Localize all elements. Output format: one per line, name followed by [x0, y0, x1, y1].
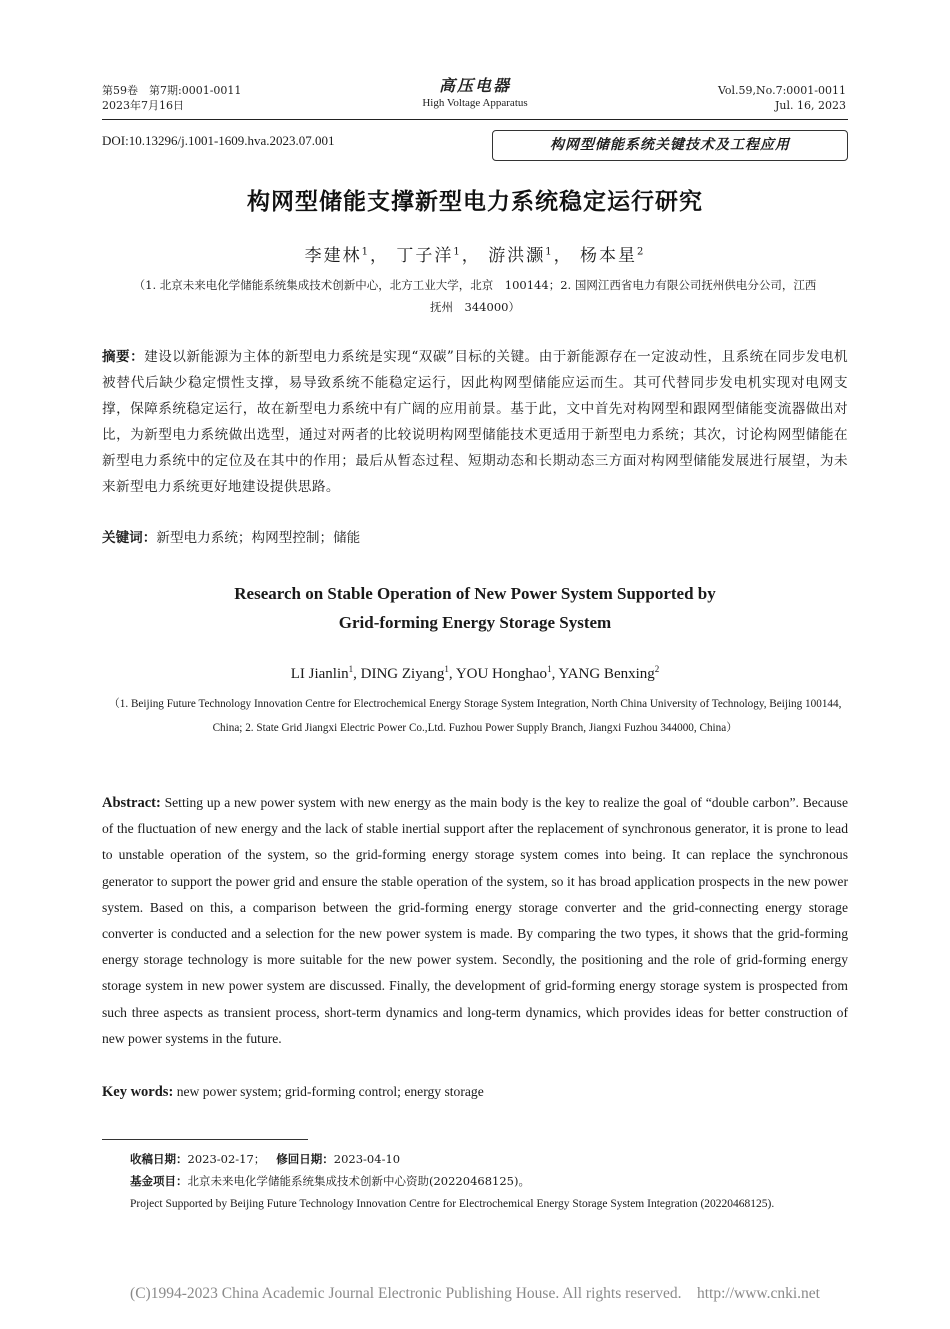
abstract-en	[102, 790, 848, 1052]
author-sup: 1	[547, 664, 552, 674]
title-en-line1: Research on Stable Operation of New Power System Supported by	[234, 584, 716, 603]
author-separator: ，	[461, 246, 481, 266]
issue-date-en: Jul. 16, 2023	[775, 99, 846, 112]
received-label: 收稿日期：	[130, 1152, 188, 1166]
author-sup: 1	[453, 246, 462, 258]
author-separator: ,	[551, 666, 559, 682]
footnote-fund-cn	[130, 1172, 848, 1190]
affiliation-en: （1. Beijing Future Technology Innovation Centre for Electrochemical Energy Storage System Integration, North China University of Technology, Beijing 100144, China; 2. State Grid Jiangxi Electric Power Co.,Ltd. Fuzhou Power Supply Branch, Jiangxi Fuzhou 344000, China）	[108, 698, 842, 734]
journal-logo: 高压电器	[438, 76, 511, 95]
author-sup: 2	[654, 664, 660, 674]
title-en	[0, 579, 950, 637]
abstract-en-text: Setting up a new power system with new energy as the main body is the key to realize the goal of “double carbon”. Because of the fluctuation of new energy and the lack of stable inertial support after the replacement of synchronous generator, it is prone to lead to unstable operation of the system, so the grid-forming energy storage system comes into being. It can replace the synchronous generator to support the power grid and ensure the stable operation of the system, so it has broad application prospects in the new power system. Based on this, a comparison between the grid-forming energy storage converter and the grid-connecting energy storage converter is conducted and a selection for the new power system is made. By comparing the two types, it shows that the grid-forming energy storage technology is more suitable for the new power system. Secondly, the positioning and the role of grid-forming energy storage system in new power system are discussed. Finally, the development of grid-forming energy storage system is prospected from such three aspects as transient process, short-term dynamics and long-term dynamics, which provides ideas for better construction of new power systems in the future.	[102, 795, 848, 1046]
title-cn: 构网型储能支撑新型电力系统稳定运行研究	[247, 189, 703, 215]
author-sup: 2	[636, 246, 646, 258]
authors-en	[0, 664, 950, 683]
received-date: 2023-02-17；	[187, 1152, 266, 1166]
author-name-en: DING Ziyang	[360, 666, 445, 682]
author-name: 杨本星	[579, 246, 637, 266]
header-right	[718, 83, 846, 113]
revised-date: 2023-04-10	[333, 1152, 401, 1166]
column-banner: 构网型储能系统关键技术及工程应用	[492, 130, 848, 161]
keywords-cn-label: 关键词：	[102, 530, 157, 546]
keywords-en-text: new power system; grid-forming control; energy storage	[176, 1084, 484, 1099]
doi: DOI:10.13296/j.1001-1609.hva.2023.07.001	[102, 133, 335, 148]
header-rule	[102, 119, 848, 120]
fund-label: 基金项目：	[130, 1174, 188, 1188]
author-separator: ,	[353, 666, 361, 682]
author-sup: 1	[545, 246, 554, 258]
footnote-rule	[102, 1139, 308, 1140]
keywords-cn-text: 新型电力系统；构网型控制；储能	[156, 530, 361, 546]
authors-cn	[0, 241, 950, 266]
footnote-dates	[130, 1150, 848, 1168]
abstract-cn-text: 建设以新能源为主体的新型电力系统是实现“双碳”目标的关键。由于新能源存在一定波动性，且系统在同步发电机被替代后缺少稳定惯性支撑，易导致系统不能稳定运行，因此构网型储能应运而生。其可代替同步发电机实现对电网支撑，保障系统稳定运行，故在新型电力系统中有广阔的应用前景。基于此，文中首先对构网型和跟网型储能变流器做出对比，为新型电力系统做出选型，通过对两者的比较说明构网型储能技术更适用于新型电力系统；其次，讨论构网型储能在新型电力系统中的定位及在其中的作用；最后从暂态过程、短期动态和长期动态三方面对构网型储能发展进行展望，为未来新型电力系统更好地建设提供思路。	[102, 349, 848, 495]
author-name: 游洪灏	[488, 246, 546, 266]
volume-issue: 第59卷 第7期:0001-0011	[102, 84, 242, 97]
copyright-watermark: (C)1994-2023 China Academic Journal Electronic Publishing House. All rights reserved. http://www.cnki.net	[130, 1285, 820, 1302]
author-sup: 1	[444, 664, 449, 674]
keywords-en	[102, 1081, 848, 1103]
author-name: 李建林	[304, 246, 362, 266]
author-separator: ,	[448, 666, 456, 682]
author-separator: ，	[553, 246, 573, 266]
keywords-en-label: Key words:	[102, 1084, 174, 1100]
title-en-line2: Grid-forming Energy Storage System	[338, 613, 612, 632]
journal-name-en: High Voltage Apparatus	[422, 97, 528, 109]
author-name-en: YOU Honghao	[455, 666, 548, 682]
keywords-cn	[102, 527, 848, 549]
author-sup: 1	[361, 246, 371, 258]
revised-label: 修回日期：	[276, 1152, 334, 1166]
author-name: 丁子洋	[396, 246, 454, 266]
abstract-cn-label: 摘要：	[102, 349, 145, 365]
fund-text-cn: 北京未来电化学储能系统集成技术创新中心资助(20220468125)。	[187, 1174, 530, 1188]
author-name-en: LI Jianlin	[290, 666, 349, 682]
abstract-en-label: Abstract:	[102, 795, 161, 811]
author-sup: 1	[348, 664, 354, 674]
author-name-en: YANG Benxing	[558, 666, 655, 682]
issue-date-cn: 2023年7月16日	[102, 99, 184, 112]
author-separator: ，	[370, 246, 390, 266]
volume-issue-en: Vol.59,No.7:0001-0011	[717, 84, 846, 97]
affiliation-cn: （1. 北京未来电化学储能系统集成技术创新中心，北方工业大学，北京 100144；2. 国网江西省电力有限公司抚州供电分公司，江西 抚州 344000）	[133, 278, 817, 314]
abstract-cn	[102, 344, 848, 500]
footnote-fund-en: Project Supported by Beijing Future Technology Innovation Centre for Electrochemical Energy Storage System Integration (20220468125).	[130, 1198, 775, 1210]
